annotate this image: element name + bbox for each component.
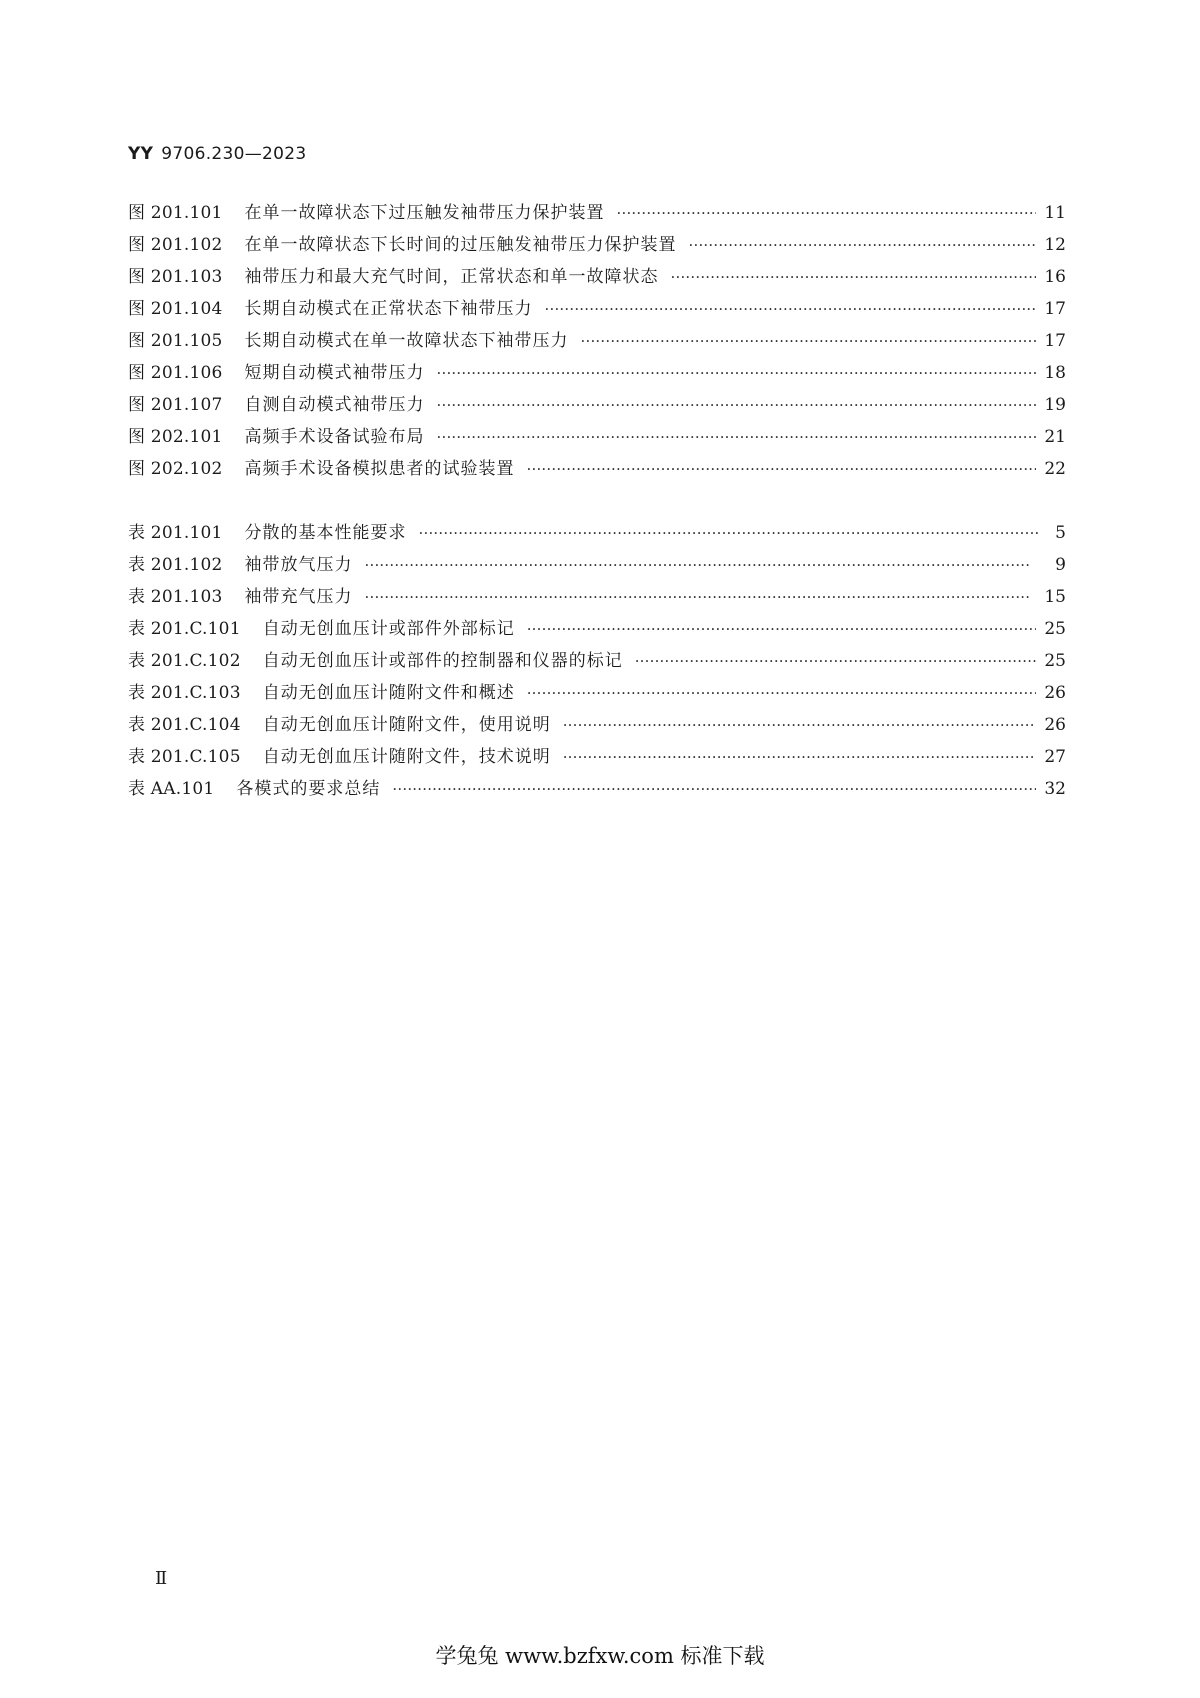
entry-page: 21 <box>1044 427 1066 447</box>
page-folio: Ⅱ <box>155 1568 168 1589</box>
entry-title: 自动无创血压计随附文件和概述 <box>262 683 515 703</box>
figure-entry[interactable] <box>128 262 1066 294</box>
entry-page: 17 <box>1044 331 1066 351</box>
figure-entry[interactable] <box>128 198 1066 230</box>
entry-title: 在单一故障状态下过压触发袖带压力保护装置 <box>244 203 605 223</box>
entry-title: 自动无创血压计随附文件，使用说明 <box>262 715 551 735</box>
dot-leader <box>392 780 1036 798</box>
footer-watermark: 学兔兔 www.bzfxw.com 标准下载 <box>435 1644 765 1668</box>
table-entry[interactable] <box>128 550 1066 582</box>
entry-title: 自动无创血压计或部件外部标记 <box>262 619 515 639</box>
figure-list <box>128 198 1066 486</box>
table-entry[interactable] <box>128 518 1066 550</box>
table-entry[interactable] <box>128 582 1066 614</box>
figure-entry[interactable] <box>128 294 1066 326</box>
table-entry[interactable] <box>128 614 1066 646</box>
dot-leader <box>563 748 1037 766</box>
entry-page: 22 <box>1044 459 1066 479</box>
table-entry[interactable] <box>128 774 1066 806</box>
entry-page: 5 <box>1055 523 1066 543</box>
entry-title: 袖带放气压力 <box>244 555 353 575</box>
dot-leader <box>581 332 1037 350</box>
entry-number: 表 201.C.102 <box>128 651 241 671</box>
entry-number: 图 202.102 <box>128 459 223 479</box>
entry-title: 自测自动模式袖带压力 <box>244 395 425 415</box>
entry-number: 表 AA.101 <box>128 779 215 799</box>
entry-number: 图 201.105 <box>128 331 223 351</box>
dot-leader <box>365 588 1037 606</box>
entry-title: 各模式的要求总结 <box>236 779 381 799</box>
entry-page: 17 <box>1044 299 1066 319</box>
standard-prefix: YY <box>128 144 154 164</box>
entry-page: 19 <box>1044 395 1066 415</box>
entry-number: 表 201.C.104 <box>128 715 241 735</box>
entry-title: 自动无创血压计或部件的控制器和仪器的标记 <box>262 651 623 671</box>
dot-leader <box>545 300 1037 318</box>
dot-leader <box>671 268 1037 286</box>
entry-title: 袖带充气压力 <box>244 587 353 607</box>
entry-number: 图 201.103 <box>128 267 223 287</box>
entry-number: 图 201.107 <box>128 395 223 415</box>
figure-entry[interactable] <box>128 230 1066 262</box>
figure-entry[interactable] <box>128 358 1066 390</box>
entry-page: 18 <box>1044 363 1066 383</box>
dot-leader <box>617 204 1037 222</box>
entry-number: 表 201.103 <box>128 587 223 607</box>
table-entry[interactable] <box>128 678 1066 710</box>
dot-leader <box>437 396 1037 414</box>
entry-number: 表 201.C.103 <box>128 683 241 703</box>
entry-page: 27 <box>1044 747 1066 767</box>
figure-entry[interactable] <box>128 454 1066 486</box>
entry-number: 图 202.101 <box>128 427 223 447</box>
entry-number: 图 201.106 <box>128 363 223 383</box>
entry-number: 表 201.C.101 <box>128 619 241 639</box>
entry-title: 高频手术设备模拟患者的试验装置 <box>244 459 515 479</box>
dot-leader <box>635 652 1037 670</box>
entry-title: 分散的基本性能要求 <box>244 523 407 543</box>
entry-page: 16 <box>1044 267 1066 287</box>
dot-leader <box>527 460 1037 478</box>
table-entry[interactable] <box>128 710 1066 742</box>
figure-entry[interactable] <box>128 390 1066 422</box>
entry-page: 9 <box>1055 555 1066 575</box>
dot-leader <box>527 620 1037 638</box>
dot-leader <box>689 236 1037 254</box>
dot-leader <box>563 716 1037 734</box>
entry-title: 在单一故障状态下长时间的过压触发袖带压力保护装置 <box>244 235 677 255</box>
entry-number: 图 201.102 <box>128 235 223 255</box>
dot-leader <box>437 428 1037 446</box>
entry-page: 26 <box>1044 715 1066 735</box>
entry-page: 26 <box>1044 683 1066 703</box>
entry-page: 25 <box>1044 651 1066 671</box>
entry-title: 长期自动模式在单一故障状态下袖带压力 <box>244 331 569 351</box>
entry-page: 25 <box>1044 619 1066 639</box>
entry-page: 12 <box>1044 235 1066 255</box>
entry-number: 图 201.101 <box>128 203 223 223</box>
entry-number: 表 201.C.105 <box>128 747 241 767</box>
entry-number: 图 201.104 <box>128 299 223 319</box>
table-entry[interactable] <box>128 646 1066 678</box>
entry-title: 长期自动模式在正常状态下袖带压力 <box>244 299 533 319</box>
figure-entry[interactable] <box>128 326 1066 358</box>
document-header <box>128 144 307 164</box>
entry-number: 表 201.101 <box>128 523 223 543</box>
dot-leader <box>419 524 1038 542</box>
entry-page: 32 <box>1044 779 1066 799</box>
dot-leader <box>527 684 1037 702</box>
table-list <box>128 518 1066 806</box>
dot-leader <box>437 364 1037 382</box>
entry-title: 自动无创血压计随附文件，技术说明 <box>262 747 551 767</box>
dot-leader <box>365 556 1038 574</box>
entry-page: 11 <box>1044 203 1066 223</box>
standard-code: 9706.230—2023 <box>161 144 307 164</box>
entry-title: 袖带压力和最大充气时间，正常状态和单一故障状态 <box>244 267 659 287</box>
table-entry[interactable] <box>128 742 1066 774</box>
entry-title: 短期自动模式袖带压力 <box>244 363 425 383</box>
entry-number: 表 201.102 <box>128 555 223 575</box>
figure-entry[interactable] <box>128 422 1066 454</box>
entry-page: 15 <box>1044 587 1066 607</box>
entry-title: 高频手术设备试验布局 <box>244 427 425 447</box>
